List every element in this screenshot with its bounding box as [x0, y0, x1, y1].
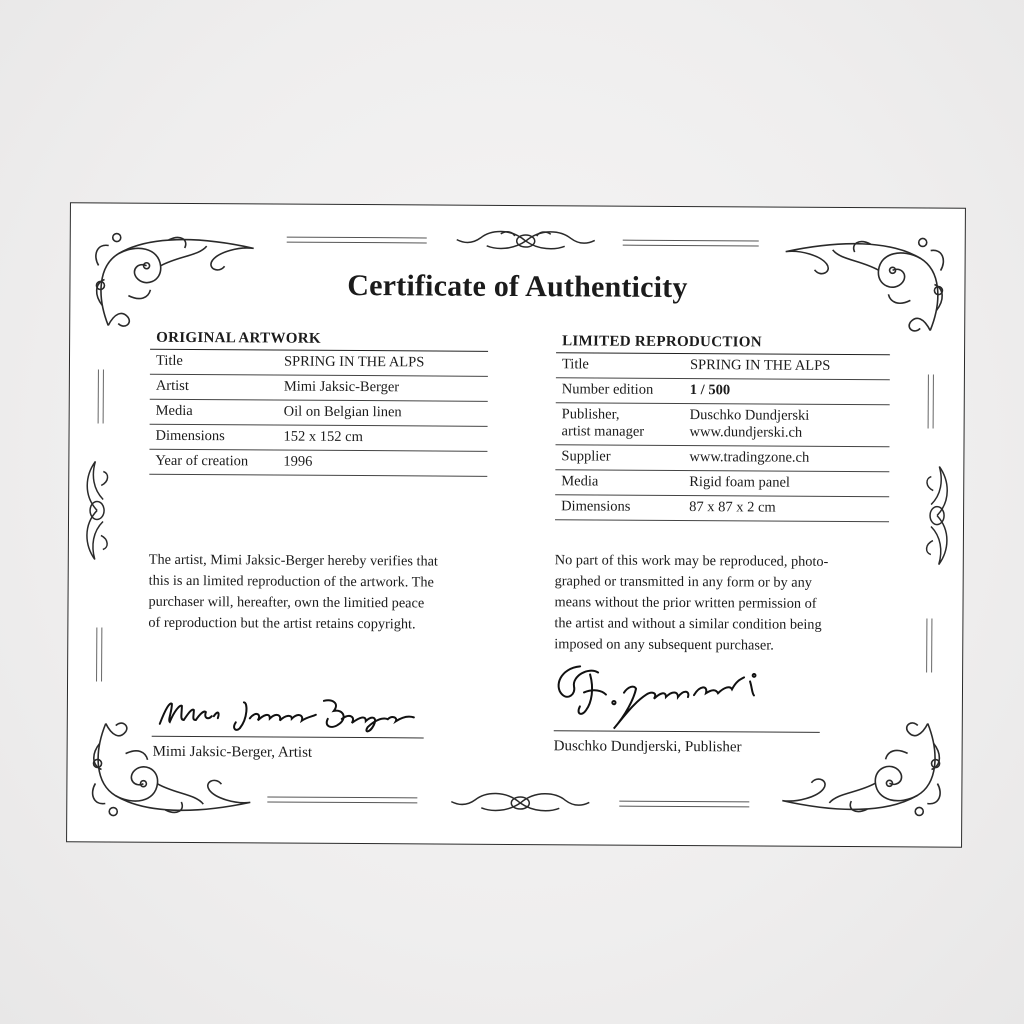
right-rule-upper [928, 375, 934, 429]
row-value-line1: Duschko Dundjerski [689, 407, 810, 424]
table-row [150, 400, 488, 427]
top-rule-right [623, 240, 759, 247]
artist-signature-caption: Mimi Jaksic-Berger, Artist [152, 743, 313, 761]
top-rule-left [287, 237, 427, 244]
original-artwork-heading: ORIGINAL ARTWORK [150, 330, 488, 352]
center-flourish-bottom-icon [445, 788, 595, 819]
row-value: 1 / 500 [689, 382, 731, 399]
copyright-statement [554, 550, 885, 657]
statement-line: imposed on any subsequent purchaser. [554, 636, 774, 654]
table-row [556, 378, 890, 405]
row-label: Media [561, 473, 599, 490]
statement-line: purchaser will, hereafter, own the limitied peace [148, 593, 425, 612]
center-flourish-top-icon [451, 226, 601, 257]
row-label: Dimensions [561, 498, 631, 515]
table-row [555, 495, 889, 522]
row-value: Mimi Jaksic-Berger [283, 378, 400, 396]
row-value: SPRING IN THE ALPS [689, 357, 831, 374]
left-rule-upper [98, 369, 104, 423]
row-value: 152 x 152 cm [283, 428, 363, 446]
row-value: Rigid foam panel [689, 474, 790, 491]
row-value: www.tradingzone.ch [689, 449, 810, 466]
table-row [150, 375, 488, 402]
bottom-rule-right [619, 801, 749, 808]
statement-line: The artist, Mimi Jaksic-Berger hereby verifies that [148, 551, 438, 570]
row-label: Dimensions [155, 427, 225, 445]
corner-flourish-bottom-right-icon [767, 708, 948, 824]
row-value-line2: www.dundjerski.ch [689, 424, 803, 441]
row-label: Number edition [561, 381, 654, 398]
publisher-signature-caption: Duschko Dundjerski, Publisher [553, 738, 742, 756]
row-label: Media [155, 402, 193, 420]
limited-reproduction-heading: LIMITED REPRODUCTION [556, 333, 890, 355]
table-row [149, 450, 487, 477]
table-row [149, 425, 487, 452]
row-value: SPRING IN THE ALPS [283, 353, 425, 371]
left-rule-lower [96, 627, 102, 681]
row-label: Supplier [561, 448, 611, 465]
row-label-line2: artist manager [561, 423, 645, 440]
row-label: Artist [155, 377, 189, 394]
statement-line: means without the prior written permission of [554, 594, 817, 612]
side-flourish-left-icon [79, 455, 116, 565]
row-label: Title [561, 356, 589, 373]
statement-line: No part of this work may be reproduced, photo- [554, 552, 829, 570]
certificate-card [66, 202, 966, 847]
table-row [555, 470, 889, 497]
right-rule-lower [926, 619, 932, 673]
row-label [562, 406, 690, 441]
row-value: 1996 [283, 453, 313, 470]
statement-line: of reproduction but the artist retains copyright. [148, 614, 416, 633]
statement-line: this is an limited reproduction of the artwork. The [148, 572, 434, 591]
table-row [555, 445, 889, 472]
row-value: Oil on Belgian linen [283, 403, 402, 421]
original-artwork-section [149, 330, 488, 477]
statement-line: graphed or transmitted in any form or by any [554, 573, 812, 591]
table-row [555, 403, 889, 447]
statement-line: the artist and without a similar condition being [554, 615, 822, 633]
side-flourish-right-icon [919, 460, 956, 570]
row-label-line1: Publisher, [561, 406, 620, 423]
table-row [556, 353, 890, 380]
row-label: Title [155, 352, 183, 369]
publisher-signature [554, 658, 794, 739]
artist-signature [152, 688, 432, 740]
row-label: Year of creation [155, 452, 249, 470]
row-value [690, 407, 890, 442]
certificate-title: Certificate of Authenticity [347, 268, 688, 305]
row-value: 87 x 87 x 2 cm [689, 499, 776, 516]
bottom-rule-left [267, 796, 417, 803]
artist-statement [148, 550, 499, 636]
table-row [150, 350, 488, 377]
limited-reproduction-section [555, 333, 890, 522]
